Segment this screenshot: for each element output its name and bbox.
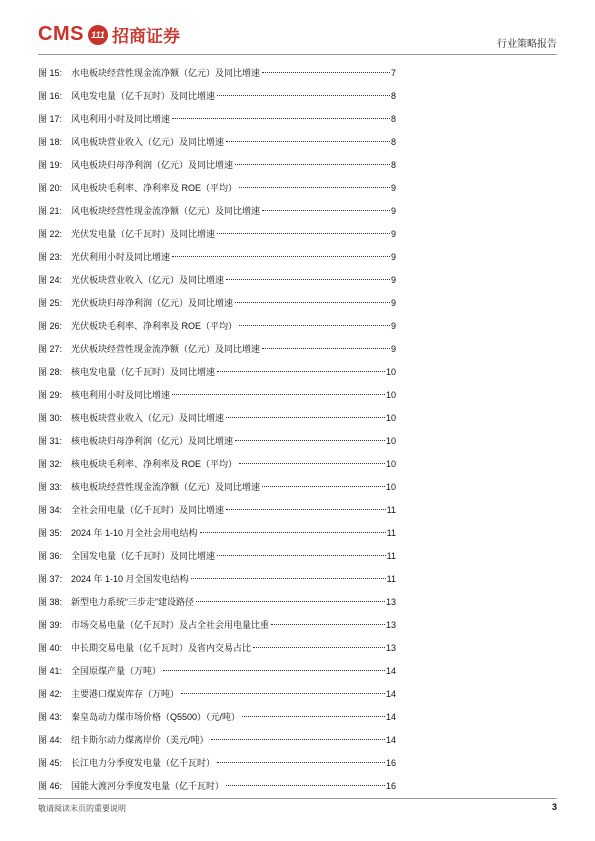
toc-page-number: 8	[390, 91, 396, 101]
toc-dot-leader	[242, 716, 385, 717]
toc-page-number: 13	[385, 597, 396, 607]
toc-figure-number: 图 28:	[38, 367, 63, 377]
toc-entry[interactable]	[38, 499, 396, 522]
toc-page-number: 9	[390, 298, 396, 308]
page-number: 3	[551, 802, 557, 812]
toc-page-number: 9	[390, 206, 396, 216]
toc-entry[interactable]	[38, 269, 396, 292]
toc-page-number: 10	[385, 413, 396, 423]
toc-figure-title: 风电板块毛利率、净利率及 ROE（平均）	[71, 183, 238, 193]
toc-entry[interactable]	[38, 85, 396, 108]
toc-figure-number: 图 19:	[38, 160, 63, 170]
toc-page-number: 16	[385, 781, 396, 791]
toc-page-number: 9	[390, 344, 396, 354]
toc-figure-title: 风电利用小时及同比增速	[71, 114, 171, 124]
toc-page-number: 9	[390, 229, 396, 239]
page-header	[38, 18, 557, 52]
toc-entry[interactable]	[38, 200, 396, 223]
toc-figure-title: 核电利用小时及同比增速	[71, 390, 171, 400]
toc-figure-title: 风电板块营业收入（亿元）及同比增速	[71, 137, 225, 147]
toc-figure-title: 秦皇岛动力煤市场价格（Q5500）（元/吨）	[71, 712, 241, 722]
toc-figure-title: 风电发电量（亿千瓦时）及同比增速	[71, 91, 216, 101]
toc-dot-leader	[217, 555, 386, 556]
toc-figure-title: 光伏利用小时及同比增速	[71, 252, 171, 262]
toc-entry[interactable]	[38, 637, 396, 660]
toc-figure-number: 图 22:	[38, 229, 63, 239]
toc-page-number: 10	[385, 436, 396, 446]
toc-figure-number: 图 15:	[38, 68, 63, 78]
toc-figure-number: 图 20:	[38, 183, 63, 193]
toc-entry[interactable]	[38, 62, 396, 85]
toc-figure-title: 市场交易电量（亿千瓦时）及占全社会用电量比重	[71, 620, 270, 630]
toc-dot-leader	[262, 348, 390, 349]
toc-figure-number: 图 34:	[38, 505, 63, 515]
toc-dot-leader	[226, 279, 390, 280]
toc-dot-leader	[172, 394, 385, 395]
toc-figure-number: 图 21:	[38, 206, 63, 216]
toc-figure-number: 图 18:	[38, 137, 63, 147]
toc-figure-number: 图 17:	[38, 114, 63, 124]
toc-figure-title: 水电板块经营性现金流净额（亿元）及同比增速	[71, 68, 261, 78]
toc-figure-number: 图 44:	[38, 735, 63, 745]
toc-figure-number: 图 35:	[38, 528, 63, 538]
toc-dot-leader	[196, 601, 385, 602]
toc-page-number: 9	[390, 275, 396, 285]
toc-entry[interactable]	[38, 706, 396, 729]
toc-dot-leader	[211, 739, 385, 740]
toc-entry[interactable]	[38, 177, 396, 200]
toc-page-number: 14	[385, 735, 396, 745]
toc-page-number: 13	[385, 620, 396, 630]
toc-entry[interactable]	[38, 384, 396, 407]
toc-figure-title: 中长期交易电量（亿千瓦时）及省内交易占比	[71, 643, 252, 653]
toc-figure-title: 风电板块经营性现金流净额（亿元）及同比增速	[71, 206, 261, 216]
toc-page-number: 16	[385, 758, 396, 768]
toc-dot-leader	[262, 72, 390, 73]
toc-page-number: 14	[385, 666, 396, 676]
toc-entry[interactable]	[38, 430, 396, 453]
toc-figure-number: 图 33:	[38, 482, 63, 492]
logo-chinese-name: 招商证券	[111, 27, 180, 47]
toc-dot-leader	[191, 578, 386, 579]
toc-figure-title: 光伏板块归母净利润（亿元）及同比增速	[71, 298, 234, 308]
toc-figure-number: 图 16:	[38, 91, 63, 101]
footer-disclaimer: 敬请阅读末页的重要说明	[38, 804, 126, 813]
toc-entry[interactable]	[38, 729, 396, 752]
toc-dot-leader	[217, 371, 385, 372]
toc-dot-leader	[226, 141, 390, 142]
logo-badge-icon: 111	[88, 25, 108, 45]
toc-entry[interactable]	[38, 683, 396, 706]
toc-figure-number: 图 25:	[38, 298, 63, 308]
toc-entry[interactable]	[38, 522, 396, 545]
toc-figure-number: 图 32:	[38, 459, 63, 469]
toc-entry[interactable]	[38, 476, 396, 499]
header-divider	[38, 54, 557, 55]
toc-figure-title: 主要港口煤炭库存（万吨）	[71, 689, 180, 699]
toc-dot-leader	[217, 95, 390, 96]
logo-cms-text: CMS	[38, 23, 84, 45]
toc-figure-title: 核电板块营业收入（亿元）及同比增速	[71, 413, 225, 423]
toc-entry[interactable]	[38, 614, 396, 637]
toc-figure-title: 2024 年 1-10 月全社会用电结构	[71, 528, 198, 538]
toc-figure-title: 全国发电量（亿千瓦时）及同比增速	[71, 551, 216, 561]
toc-figure-number: 图 39:	[38, 620, 63, 630]
toc-dot-leader	[181, 693, 385, 694]
toc-entry[interactable]	[38, 315, 396, 338]
toc-entry[interactable]	[38, 292, 396, 315]
toc-figure-number: 图 31:	[38, 436, 63, 446]
toc-dot-leader	[239, 463, 385, 464]
toc-page-number: 11	[386, 528, 396, 538]
toc-dot-leader	[217, 233, 390, 234]
toc-dot-leader	[200, 532, 386, 533]
toc-dot-leader	[163, 670, 385, 671]
toc-dot-leader	[226, 785, 385, 786]
toc-page-number: 14	[385, 689, 396, 699]
toc-entry[interactable]	[38, 775, 396, 798]
toc-page-number: 9	[390, 252, 396, 262]
toc-figure-title: 风电板块归母净利润（亿元）及同比增速	[71, 160, 234, 170]
toc-dot-leader	[235, 164, 390, 165]
toc-page-number: 10	[385, 459, 396, 469]
toc-page-number: 11	[386, 574, 396, 584]
report-type-label: 行业策略报告	[497, 39, 557, 50]
toc-figure-number: 图 41:	[38, 666, 63, 676]
toc-entry[interactable]	[38, 591, 396, 614]
toc-page-number: 8	[390, 160, 396, 170]
toc-entry[interactable]	[38, 223, 396, 246]
toc-page-number: 8	[390, 114, 396, 124]
footer-divider	[38, 798, 557, 799]
toc-entry[interactable]	[38, 131, 396, 154]
toc-page-number: 10	[385, 390, 396, 400]
toc-figure-number: 图 42:	[38, 689, 63, 699]
toc-figure-title: 光伏发电量（亿千瓦时）及同比增速	[71, 229, 216, 239]
toc-page-number: 7	[390, 68, 396, 78]
toc-figure-title: 光伏板块营业收入（亿元）及同比增速	[71, 275, 225, 285]
toc-entry[interactable]	[38, 660, 396, 683]
toc-entry[interactable]	[38, 338, 396, 361]
toc-page-number: 10	[385, 367, 396, 377]
toc-figure-title: 核电板块经营性现金流净额（亿元）及同比增速	[71, 482, 261, 492]
toc-page-number: 14	[385, 712, 396, 722]
toc-figure-title: 全社会用电量（亿千瓦时）及同比增速	[71, 505, 225, 515]
toc-entry[interactable]	[38, 568, 396, 591]
toc-figure-title: 长江电力分季度发电量（亿千瓦时）	[71, 758, 216, 768]
toc-figure-title: 纽卡斯尔动力煤离岸价（美元/吨）	[71, 735, 209, 745]
toc-dot-leader	[239, 187, 390, 188]
toc-entry[interactable]	[38, 752, 396, 775]
toc-entry[interactable]	[38, 407, 396, 430]
toc-figure-title: 全国原煤产量（万吨）	[71, 666, 162, 676]
toc-page-number: 9	[390, 183, 396, 193]
toc-page-number: 8	[390, 137, 396, 147]
toc-figure-title: 国能大渡河分季度发电量（亿千瓦时）	[71, 781, 225, 791]
toc-page-number: 13	[385, 643, 396, 653]
toc-figure-number: 图 26:	[38, 321, 63, 331]
figure-index-list	[38, 62, 396, 798]
toc-dot-leader	[239, 325, 390, 326]
toc-page-number: 10	[385, 482, 396, 492]
toc-dot-leader	[226, 509, 386, 510]
toc-dot-leader	[172, 118, 390, 119]
toc-figure-number: 图 29:	[38, 390, 63, 400]
toc-dot-leader	[172, 256, 390, 257]
toc-entry[interactable]	[38, 361, 396, 384]
toc-figure-number: 图 37:	[38, 574, 63, 584]
toc-figure-title: 2024 年 1-10 月全国发电结构	[71, 574, 189, 584]
toc-entry[interactable]	[38, 246, 396, 269]
toc-page-number: 9	[390, 321, 396, 331]
toc-page-number: 11	[386, 551, 396, 561]
toc-figure-number: 图 24:	[38, 275, 63, 285]
toc-figure-title: 光伏板块毛利率、净利率及 ROE（平均）	[71, 321, 238, 331]
toc-entry[interactable]	[38, 453, 396, 476]
toc-entry[interactable]	[38, 545, 396, 568]
toc-dot-leader	[235, 302, 390, 303]
toc-entry[interactable]	[38, 108, 396, 131]
toc-page-number: 11	[386, 505, 396, 515]
toc-figure-title: 光伏板块经营性现金流净额（亿元）及同比增速	[71, 344, 261, 354]
toc-dot-leader	[226, 417, 385, 418]
toc-dot-leader	[262, 210, 390, 211]
toc-figure-number: 图 36:	[38, 551, 63, 561]
toc-dot-leader	[262, 486, 385, 487]
toc-dot-leader	[217, 762, 385, 763]
company-logo	[38, 22, 180, 47]
toc-dot-leader	[235, 440, 385, 441]
toc-dot-leader	[271, 624, 385, 625]
toc-entry[interactable]	[38, 154, 396, 177]
toc-figure-number: 图 23:	[38, 252, 63, 262]
toc-figure-number: 图 43:	[38, 712, 63, 722]
toc-figure-title: 核电板块归母净利润（亿元）及同比增速	[71, 436, 234, 446]
toc-figure-title: 核电发电量（亿千瓦时）及同比增速	[71, 367, 216, 377]
toc-figure-number: 图 30:	[38, 413, 63, 423]
toc-figure-number: 图 40:	[38, 643, 63, 653]
toc-figure-title: 新型电力系统“三步走”建设路径	[71, 597, 194, 607]
toc-figure-number: 图 38:	[38, 597, 63, 607]
toc-figure-number: 图 27:	[38, 344, 63, 354]
toc-figure-number: 图 46:	[38, 781, 63, 791]
toc-figure-title: 核电板块毛利率、净利率及 ROE（平均）	[71, 459, 238, 469]
toc-dot-leader	[253, 647, 385, 648]
toc-figure-number: 图 45:	[38, 758, 63, 768]
